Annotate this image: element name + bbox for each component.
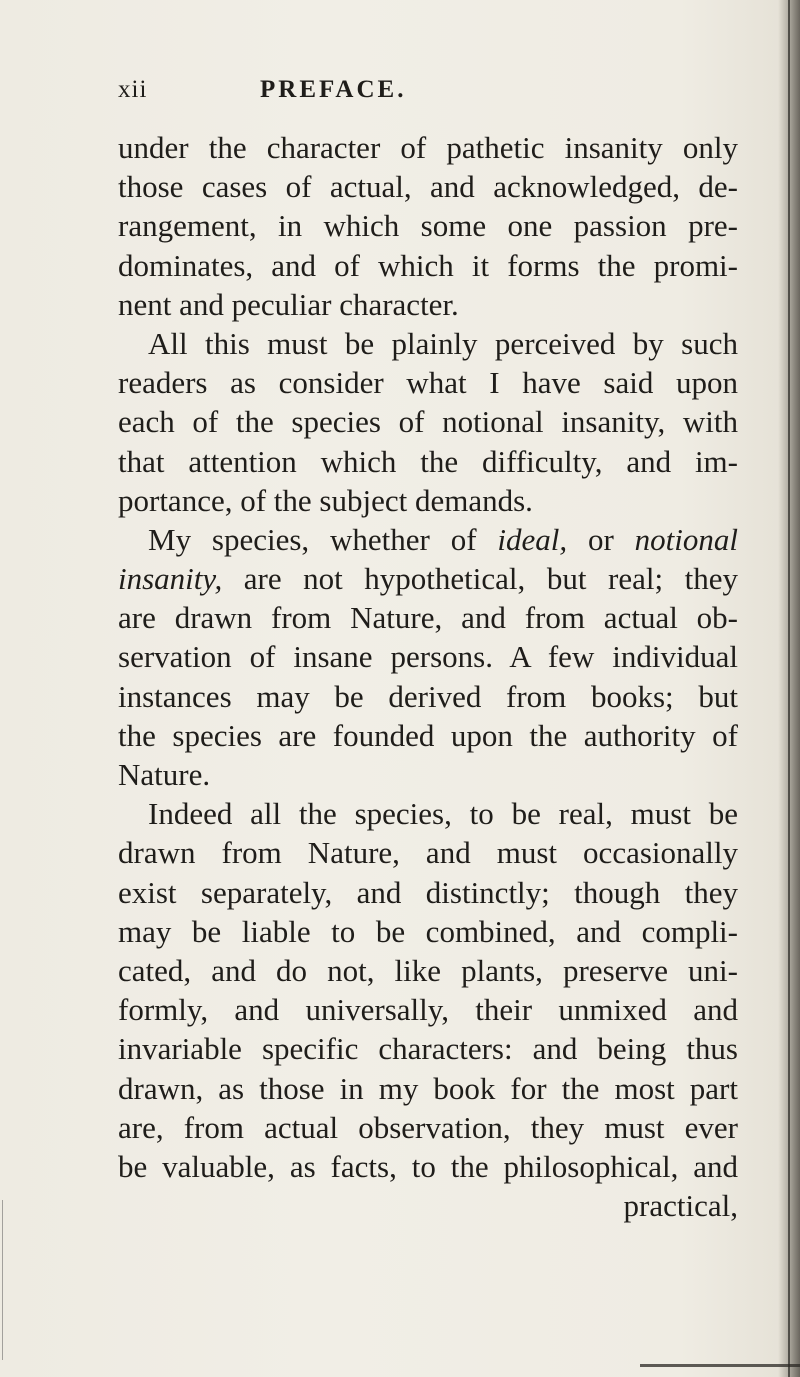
text-line: servation of insane persons. A few individual — [118, 639, 738, 675]
text-line: All this must be plainly perceived by such — [148, 325, 738, 361]
text-line: invariable specific characters: and being thus — [118, 1031, 738, 1067]
line-segment: or — [567, 521, 635, 557]
binding-edge — [788, 0, 790, 1377]
text-line: drawn, as those in my book for the most part — [118, 1070, 738, 1106]
text-line: under the character of pathetic insanity only — [118, 130, 738, 165]
text-line: cated, and do not, like plants, preserve uni- — [118, 952, 738, 988]
body-text — [118, 128, 738, 1225]
text-line: are drawn from Nature, and from actual ob- — [118, 600, 738, 636]
text-line: instances may be derived from books; but — [118, 678, 738, 714]
text-line: be valuable, as facts, to the philosophical, and — [118, 1148, 738, 1184]
text-line: nent and peculiar character. — [118, 286, 459, 322]
bottom-edge-rule — [640, 1364, 800, 1367]
text-line: rangement, in which some one passion pre- — [118, 208, 738, 244]
catchword-line: practical, — [623, 1188, 738, 1224]
text-line: dominates, and of which it forms the promi- — [118, 247, 738, 283]
line-segment: My species, whether of — [148, 521, 498, 557]
italic-term: insanity, — [118, 561, 223, 597]
text-line: Indeed all the species, to be real, must be — [148, 796, 738, 832]
line-segment: are not hypothetical, but real; they — [222, 561, 738, 597]
text-line: those cases of actual, and acknowledged, de- — [118, 169, 738, 205]
text-line: Nature. — [118, 757, 211, 792]
page-number: xii — [118, 76, 148, 103]
text-line: each of the species of notional insanity, with — [118, 404, 738, 440]
text-line: formly, and universally, their unmixed and — [118, 992, 738, 1028]
italic-term: ideal, — [497, 521, 568, 557]
text-line: are, from actual observation, they must ever — [118, 1109, 738, 1145]
text-line: readers as consider what I have said upon — [118, 365, 738, 401]
italic-term: notional — [634, 521, 739, 557]
page-header — [118, 76, 588, 116]
text-line: that attention which the difficulty, and im- — [118, 443, 738, 479]
text-line — [118, 559, 738, 598]
running-head: PREFACE. — [260, 76, 407, 103]
text-line — [118, 520, 738, 559]
left-edge-mark — [2, 1200, 3, 1360]
text-line: the species are founded upon the authority of — [118, 717, 738, 753]
text-line: drawn from Nature, and must occasionally — [118, 835, 738, 871]
text-line: exist separately, and distinctly; though they — [118, 874, 738, 910]
text-line: may be liable to be combined, and compli- — [118, 913, 738, 949]
text-line: portance, of the subject demands. — [118, 482, 533, 518]
